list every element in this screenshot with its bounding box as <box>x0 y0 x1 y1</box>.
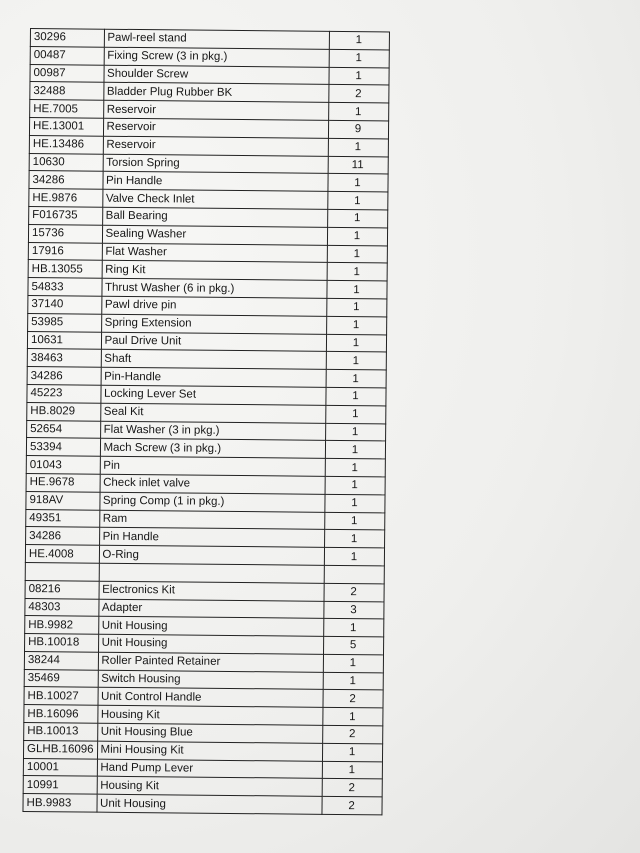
part-code-cell: HB.13055 <box>28 260 102 279</box>
part-code-cell: 37140 <box>28 295 102 314</box>
part-description-cell: Thrust Washer (6 in pkg.) <box>101 278 326 298</box>
part-code-cell: HE.4008 <box>25 545 99 564</box>
part-description-cell: Fixing Screw (3 in pkg.) <box>104 47 329 67</box>
part-code-cell: 10631 <box>27 331 101 350</box>
part-description-cell: Pin Handle <box>99 527 324 547</box>
quantity-cell: 1 <box>326 298 386 316</box>
quantity-cell: 1 <box>324 512 384 530</box>
quantity-cell: 1 <box>326 369 386 387</box>
quantity-cell: 1 <box>327 227 387 245</box>
quantity-cell: 11 <box>328 156 388 174</box>
part-description-cell: Locking Lever Set <box>100 385 325 405</box>
quantity-cell: 1 <box>324 494 384 512</box>
quantity-cell: 1 <box>324 547 384 565</box>
empty-cell <box>99 563 324 583</box>
part-code-cell: 34286 <box>27 367 101 386</box>
quantity-cell: 2 <box>322 725 382 743</box>
part-description-cell: Reservoir <box>103 100 328 120</box>
part-description-cell: Pawl-reel stand <box>104 29 329 49</box>
part-code-cell: HE.9876 <box>29 189 103 208</box>
quantity-cell: 1 <box>327 192 387 210</box>
part-description-cell: Reservoir <box>103 118 328 138</box>
quantity-cell: 1 <box>325 441 385 459</box>
part-code-cell: 53985 <box>28 313 102 332</box>
part-description-cell: Shoulder Screw <box>103 65 328 85</box>
part-description-cell: Switch Housing <box>98 670 323 690</box>
quantity-cell: 1 <box>326 316 386 334</box>
part-description-cell: Hand Pump Lever <box>97 759 322 779</box>
part-code-cell: 10991 <box>23 776 97 795</box>
quantity-cell: 1 <box>328 67 388 85</box>
part-description-cell: Valve Check Inlet <box>102 189 327 209</box>
part-code-cell: 10001 <box>23 758 97 777</box>
part-description-cell: Housing Kit <box>97 705 322 725</box>
part-description-cell: Unit Control Handle <box>98 688 323 708</box>
part-code-cell: 32488 <box>30 82 104 101</box>
parts-table <box>22 28 389 815</box>
part-description-cell: Unit Housing Blue <box>97 723 322 743</box>
part-code-cell: HB.8029 <box>27 402 101 421</box>
part-description-cell: Pin <box>100 456 325 476</box>
quantity-cell: 1 <box>326 352 386 370</box>
part-code-cell: F016735 <box>29 206 103 225</box>
quantity-cell: 2 <box>324 583 384 601</box>
part-description-cell: Mini Housing Kit <box>97 741 322 761</box>
part-description-cell: Bladder Plug Rubber BK <box>103 83 328 103</box>
part-code-cell: 10630 <box>29 153 103 172</box>
quantity-cell: 1 <box>325 405 385 423</box>
quantity-cell: 1 <box>328 103 388 121</box>
part-code-cell: 30296 <box>30 29 104 48</box>
quantity-cell: 2 <box>321 797 381 815</box>
quantity-cell: 2 <box>328 85 388 103</box>
part-code-cell: 918AV <box>26 491 100 510</box>
part-description-cell: Flat Washer (3 in pkg.) <box>100 421 325 441</box>
part-description-cell: Pin Handle <box>102 172 327 192</box>
part-code-cell: HB.9982 <box>25 616 99 635</box>
parts-list-sheet <box>22 28 389 815</box>
part-description-cell: O-Ring <box>99 545 324 565</box>
quantity-cell: 3 <box>323 601 383 619</box>
quantity-cell: 9 <box>328 120 388 138</box>
part-description-cell: Seal Kit <box>100 403 325 423</box>
part-description-cell: Roller Painted Retainer <box>98 652 323 672</box>
quantity-cell: 1 <box>327 209 387 227</box>
part-description-cell: Unit Housing <box>96 794 321 814</box>
part-description-cell: Paul Drive Unit <box>101 332 326 352</box>
quantity-cell: 1 <box>327 174 387 192</box>
part-code-cell: 53394 <box>26 438 100 457</box>
part-code-cell: HE.9678 <box>26 473 100 492</box>
quantity-cell: 1 <box>322 743 382 761</box>
part-code-cell: 34286 <box>29 171 103 190</box>
part-description-cell: Reservoir <box>103 136 328 156</box>
part-description-cell: Pawl drive pin <box>101 296 326 316</box>
part-code-cell: HE.13486 <box>29 135 103 154</box>
quantity-cell: 1 <box>325 423 385 441</box>
part-code-cell: 00487 <box>30 46 104 65</box>
part-code-cell: HB.9983 <box>23 794 97 813</box>
part-code-cell: 00987 <box>30 64 104 83</box>
part-description-cell: Spring Extension <box>101 314 326 334</box>
part-code-cell: 52654 <box>27 420 101 439</box>
quantity-cell: 1 <box>326 281 386 299</box>
quantity-cell: 1 <box>325 476 385 494</box>
part-description-cell: Unit Housing <box>98 616 323 636</box>
part-code-cell: 17916 <box>28 242 102 261</box>
quantity-cell: 1 <box>322 708 382 726</box>
quantity-cell: 1 <box>329 49 389 67</box>
quantity-cell: 1 <box>325 387 385 405</box>
quantity-cell: 1 <box>326 334 386 352</box>
part-description-cell: Torsion Spring <box>103 154 328 174</box>
part-code-cell: 48303 <box>25 598 99 617</box>
part-code-cell: HE.7005 <box>30 100 104 119</box>
part-description-cell: Adapter <box>98 599 323 619</box>
quantity-cell: 1 <box>323 654 383 672</box>
part-description-cell: Unit Housing <box>98 634 323 654</box>
quantity-cell: 1 <box>327 245 387 263</box>
empty-cell <box>324 565 384 583</box>
part-description-cell: Pin-Handle <box>101 367 326 387</box>
part-code-cell: 34286 <box>26 527 100 546</box>
part-code-cell: HB.16096 <box>24 705 98 724</box>
table-row <box>23 794 382 815</box>
part-description-cell: Ball Bearing <box>102 207 327 227</box>
part-code-cell: GLHB.16096 <box>23 740 97 759</box>
part-code-cell: HB.10013 <box>24 723 98 742</box>
part-code-cell: 01043 <box>26 456 100 475</box>
part-code-cell: HB.10018 <box>25 634 99 653</box>
part-code-cell: 45223 <box>27 384 101 403</box>
part-description-cell: Sealing Washer <box>102 225 327 245</box>
empty-cell <box>25 562 99 581</box>
quantity-cell: 2 <box>322 690 382 708</box>
quantity-cell: 1 <box>323 672 383 690</box>
part-code-cell: HB.10027 <box>24 687 98 706</box>
quantity-cell: 1 <box>325 458 385 476</box>
part-description-cell: Spring Comp (1 in pkg.) <box>99 492 324 512</box>
part-description-cell: Flat Washer <box>102 243 327 263</box>
part-description-cell: Housing Kit <box>97 777 322 797</box>
quantity-cell: 1 <box>327 263 387 281</box>
part-code-cell: 08216 <box>25 580 99 599</box>
part-description-cell: Electronics Kit <box>99 581 324 601</box>
part-description-cell: Ram <box>99 510 324 530</box>
part-code-cell: 35469 <box>24 669 98 688</box>
part-code-cell: 54833 <box>28 278 102 297</box>
quantity-cell: 1 <box>328 138 388 156</box>
part-description-cell: Shaft <box>101 350 326 370</box>
part-description-cell: Mach Screw (3 in pkg.) <box>100 439 325 459</box>
part-code-cell: 38463 <box>27 349 101 368</box>
part-code-cell: 15736 <box>28 224 102 243</box>
quantity-cell: 1 <box>329 31 389 49</box>
quantity-cell: 5 <box>323 636 383 654</box>
part-code-cell: HE.13001 <box>29 117 103 136</box>
part-description-cell: Check inlet valve <box>100 474 325 494</box>
part-code-cell: 38244 <box>24 651 98 670</box>
part-description-cell: Ring Kit <box>102 261 327 281</box>
quantity-cell: 2 <box>322 779 382 797</box>
parts-table-body <box>23 29 389 815</box>
quantity-cell: 1 <box>322 761 382 779</box>
quantity-cell: 1 <box>324 530 384 548</box>
part-code-cell: 49351 <box>26 509 100 528</box>
quantity-cell: 1 <box>323 619 383 637</box>
